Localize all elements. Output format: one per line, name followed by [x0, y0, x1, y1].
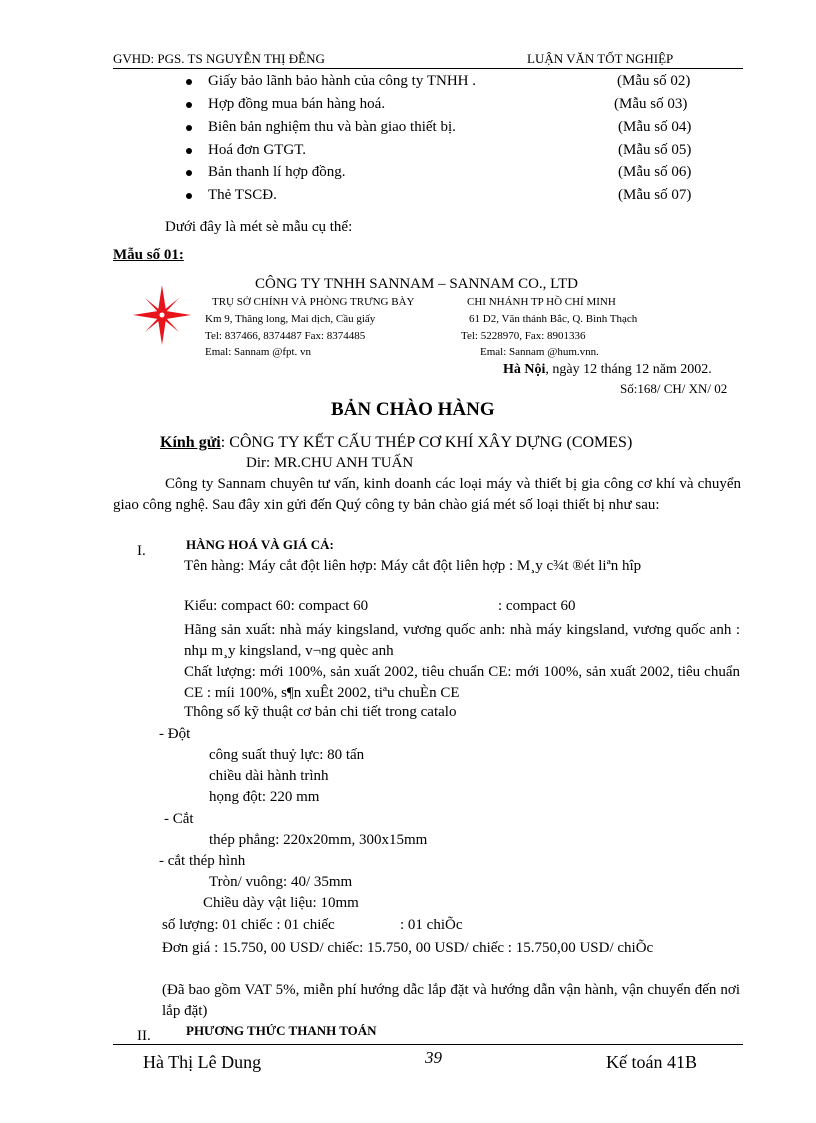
bullet-icon — [186, 148, 192, 154]
branch-email: Emal: Sannam @hum.vnn. — [480, 346, 599, 358]
section2-number: II. — [137, 1028, 151, 1044]
section1-title: HÀNG HOÁ VÀ GIÁ CẢ: — [186, 537, 334, 552]
product-model-b: : compact 60 — [498, 598, 576, 614]
product-name: Tên hàng: Máy cắt đột liên hợp: Máy cắt đột liên hợp : M¸y c¾t ®ét liªn hîp — [184, 558, 642, 574]
header-right: LUẬN VĂN TỐT NGHIỆP — [527, 51, 674, 66]
company-logo-icon — [132, 284, 192, 346]
bullet-icon — [186, 79, 192, 85]
cut-label: - Cắt — [164, 811, 194, 827]
bullet-icon — [186, 125, 192, 131]
product-maker: Hãng sản xuất: nhà máy kingsland, vương quốc anh: nhà máy kingsland, vương quốc anh : nhµ m¸y kingsland, v¬ng quèc anh — [184, 622, 740, 659]
quantity: số lượng: 01 chiếc : 01 chiếc — [162, 917, 335, 933]
doc-number: Số:168/ CH/ XN/ 02 — [620, 381, 728, 396]
bullet-icon — [186, 102, 192, 108]
punch-spec: họng đột: 220 mm — [209, 789, 320, 805]
list-item-ref: (Mẫu số 04) — [618, 119, 692, 135]
list-item-ref: (Mẫu số 07) — [618, 187, 692, 203]
recipient-attn: Dir: MR.CHU ANH TUẤN — [246, 455, 414, 471]
hq-address: Km 9, Thăng long, Mai dịch, Cầu giấy — [205, 313, 376, 325]
branch-address: 61 D2, Văn thánh Bắc, Q. Bình Thạch — [469, 313, 638, 325]
product-specs: Thông số kỹ thuật cơ bản chi tiết trong catalo — [184, 704, 457, 720]
section2-title: PHƯƠNG THỨC THANH TOÁN — [186, 1023, 377, 1038]
intro-line: Dưới đây là mét sè mẫu cụ thể: — [165, 219, 353, 235]
bullet-icon — [186, 170, 192, 176]
footer-class: Kế toán 41B — [606, 1052, 697, 1072]
recipient-line: Kính gửi: CÔNG TY KẾT CẤU THÉP CƠ KHÍ XÂY DỰNG (COMES) — [160, 434, 633, 451]
intro-paragraph: Công ty Sannam chuyên tư vấn, kinh doanh các loại máy và thiết bị gia công cơ khí và chuyển giao công nghệ. Sau đây xin gửi đến Quý công ty bản chào giá mét số loại thiết bị như sau: — [113, 476, 741, 513]
list-item-ref: (Mẫu số 06) — [618, 164, 692, 180]
company-name: CÔNG TY TNHH SANNAM – SANNAM CO., LTD — [255, 276, 578, 292]
list-item-ref: (Mẫu số 05) — [618, 142, 692, 158]
punch-label: - Đột — [159, 726, 191, 742]
branch-tel: Tel: 5228970, Fax: 8901336 — [461, 330, 586, 342]
hq-email: Emal: Sannam @fpt. vn — [205, 346, 312, 358]
hq-title: TRỤ SỞ CHÍNH VÀ PHÒNG TRƯNG BÀY — [212, 296, 415, 308]
list-item-ref: (Mẫu số 03) — [614, 96, 688, 112]
page-number: 39 — [425, 1048, 442, 1067]
shape-spec: Chiều dày vật liệu: 10mm — [203, 895, 359, 911]
shape-label: - cắt thép hình — [159, 853, 246, 869]
header-left: GVHD: PGS. TS NGUYỄN THỊ ĐỄNG — [113, 51, 325, 66]
product-quality: Chất lượng: mới 100%, sản xuất 2002, tiêu chuẩn CE: mới 100%, sản xuất 2002, tiêu chuẩn CE : míi 100%, s¶n xuÊt 2002, tiªu chuÈn CE — [184, 664, 740, 701]
list-item-ref: (Mẫu số 02) — [617, 73, 691, 89]
sample-label: Mẫu số 01: — [113, 247, 184, 263]
cut-spec: thép phẳng: 220x20mm, 300x15mm — [209, 832, 428, 848]
header-rule — [113, 68, 743, 69]
unit-price: Đơn giá : 15.750, 00 USD/ chiếc: 15.750, 00 USD/ chiếc : 15.750,00 USD/ chiÕc — [162, 940, 654, 956]
product-model: Kiểu: compact 60: compact 60 — [184, 598, 369, 614]
hq-tel: Tel: 837466, 8374487 Fax: 8374485 — [205, 330, 366, 342]
doc-title: BẢN CHÀO HÀNG — [331, 399, 495, 420]
section1-number: I. — [137, 543, 146, 559]
branch-title: CHI NHÁNH TP HỒ CHÍ MINH — [467, 296, 616, 308]
price-note: (Đã bao gồm VAT 5%, miễn phí hướng dẫc lắp đặt và hướng dẫn vận hành, vận chuyển đến nơi lắp đặt) — [162, 982, 740, 1019]
bullet-icon — [186, 193, 192, 199]
footer-author: Hà Thị Lê Dung — [143, 1052, 262, 1072]
shape-spec: Tròn/ vuông: 40/ 35mm — [209, 874, 353, 890]
letter-date: Hà Nội, ngày 12 tháng 12 năm 2002. — [503, 362, 712, 377]
quantity-b: : 01 chiÕc — [400, 917, 463, 933]
punch-spec: công suất thuỷ lực: 80 tấn — [209, 747, 365, 763]
footer-rule — [113, 1044, 743, 1045]
punch-spec: chiều dài hành trình — [209, 768, 329, 784]
